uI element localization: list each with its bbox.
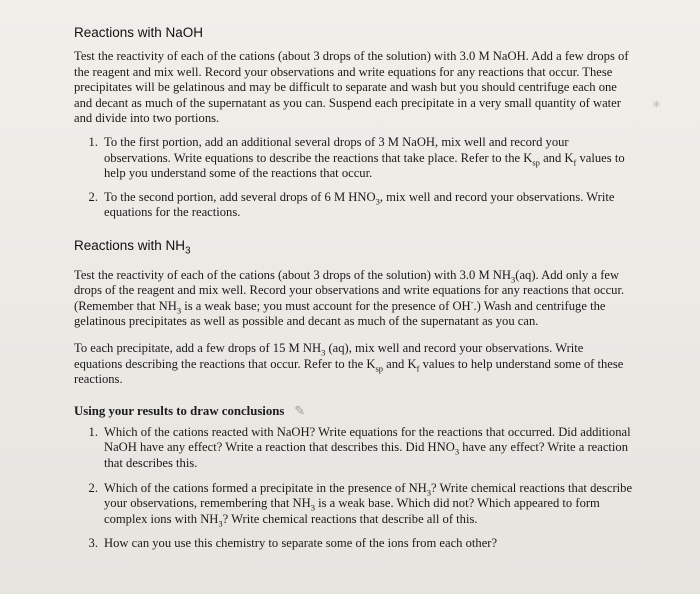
naoh-steps-list xyxy=(74,135,634,221)
list-number: 1. xyxy=(88,424,98,439)
naoh-intro-paragraph: Test the reactivity of each of the cations (about 3 drops of the solution) with 3.0 M NaOH. Add a few drops of the reagent and mix well. Record your observations and write equations for any reactions that occur. These precipitates will be gelatinous and may be difficult to separate and wash but you should centrifuge each one and decant as much of the supernatant as you can. Suspend each precipitate in a very small quantity of water and divide into two portions. xyxy=(74,49,629,126)
list-number: 2. xyxy=(88,480,98,495)
list-item xyxy=(74,135,634,182)
list-item-text: Which of the cations formed a precipitate in the presence of $NH_3$? Write chemical reactions that describe your observations, remembering that $NH_3$ is a weak base. Which did not? Which appeared to form complex ions with $NH_3$? Write chemical reactions that describe all of this. xyxy=(104,480,633,529)
list-number: 2. xyxy=(88,189,98,204)
heading-reactions-naoh: Reactions with NaOH xyxy=(74,25,204,40)
margin-mark-icon: ✳ xyxy=(652,98,662,111)
list-item-text: To the second portion, add several drops of 6 M $HNO_3$, mix well and record your observations. Write equations for the reactions. xyxy=(104,189,615,220)
list-item xyxy=(74,481,634,528)
pencil-mark-icon: ✎ xyxy=(294,403,306,419)
nh3-precipitate-paragraph: To each precipitate, add a few drops of 15 M $NH_3$ (aq), mix well and record your observations. Write equations describing the reactions that occur. Refer to the $K_{sp}$ and $K_f$ values to help understand some of these reactions. xyxy=(74,341,624,387)
list-item xyxy=(74,425,634,472)
list-item-text: How can you use this chemistry to separate some of the ions from each other? xyxy=(104,536,498,551)
list-item-text: Which of the cations reacted with NaOH? Write equations for the reactions that occurred. Did additional NaOH have any effect? Write a reaction that describes this. Did $HNO_3$ have any effect? Write a reaction that describes this. xyxy=(104,424,631,470)
heading-reactions-nh3: Reactions with $NH_3$ xyxy=(74,237,191,257)
list-item-text: To the first portion, add an additional several drops of 3 M NaOH, mix well and record your observations. Write equations to describe the reactions that take place. Refer to the $K_{sp}$ and $K_f$ values to help you understand some of the reactions that occur. xyxy=(104,134,625,181)
nh3-intro-paragraph: Test the reactivity of each of the cations (about 3 drops of the solution) with 3.0 M $NH_3(aq)$. Add only a few drops of the reagent and mix well. Record your observations and write equations for any reactions that occur. (Remember that $NH_3$ is a weak base; you must account for the presence of OH-.) Wash and centrifuge the gelatinous precipitates as well as possible and decant as much of the supernatant as you can. xyxy=(74,267,625,329)
heading-conclusions: Using your results to draw conclusions ✎ xyxy=(74,403,306,419)
list-number: 1. xyxy=(88,134,98,149)
list-item xyxy=(74,536,634,552)
list-item xyxy=(74,190,634,221)
document-content xyxy=(74,24,634,552)
conclusions-list xyxy=(74,425,634,552)
list-number: 3. xyxy=(88,536,98,551)
